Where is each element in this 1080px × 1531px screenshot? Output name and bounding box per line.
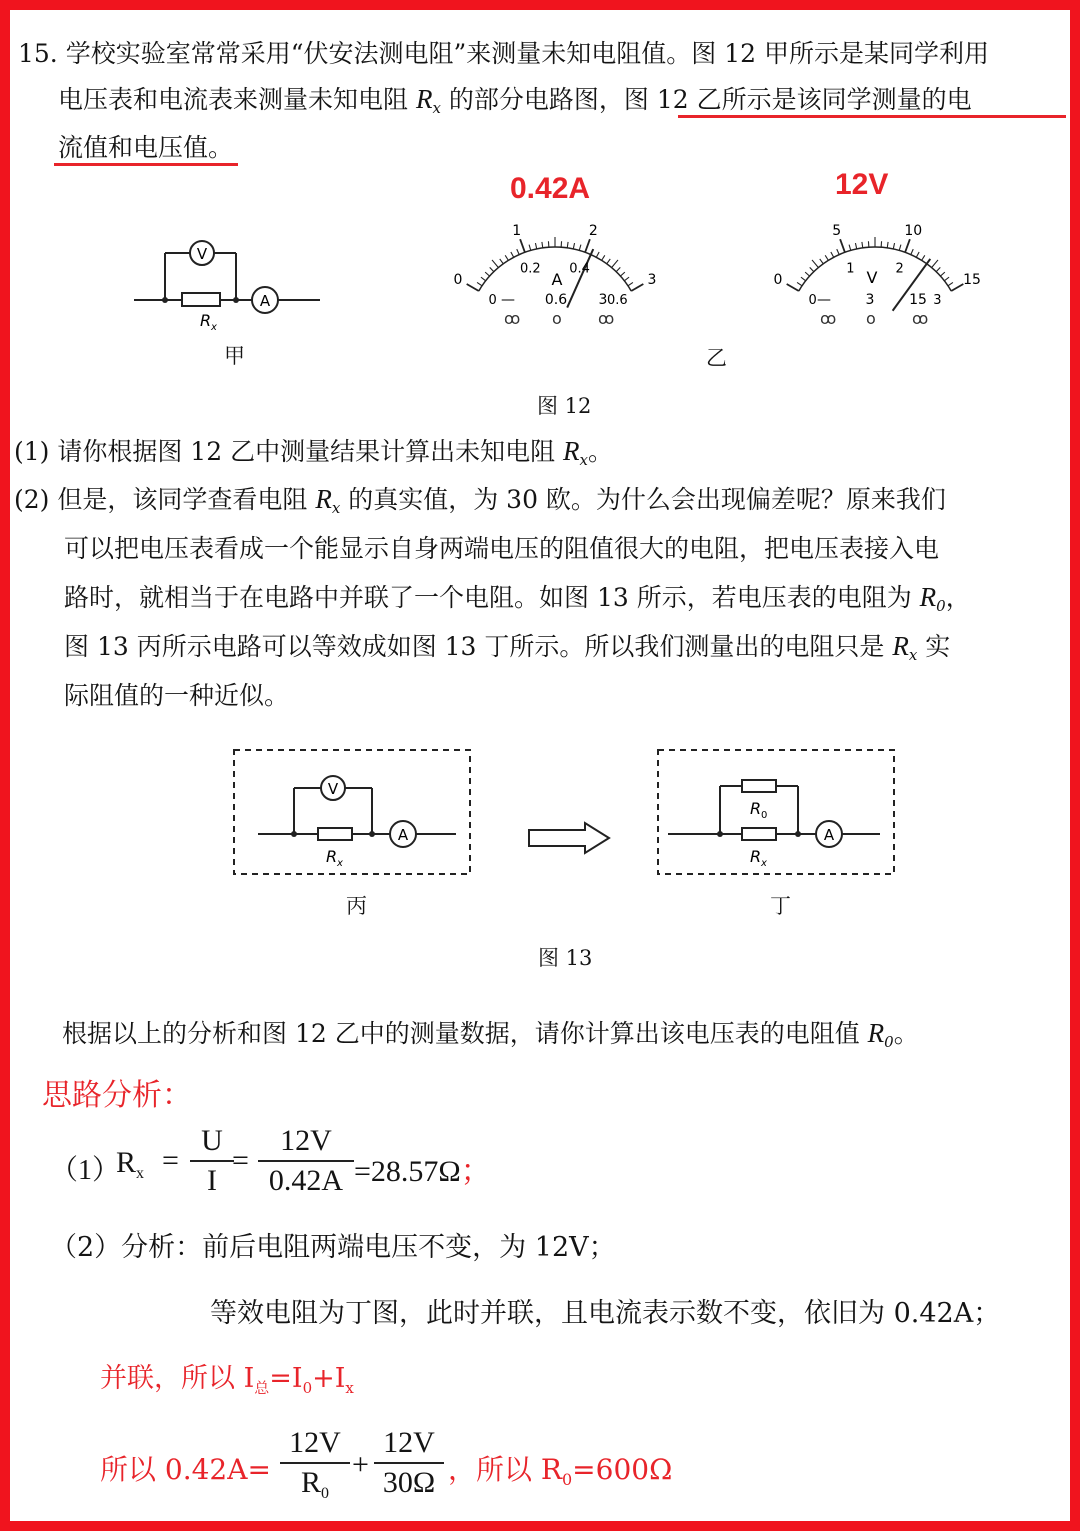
rx-subscript: x <box>331 499 341 517</box>
dial-tick <box>596 252 599 257</box>
dial-tick <box>922 255 925 260</box>
dial-tick <box>911 249 913 254</box>
dial-tick <box>535 243 536 249</box>
question-3-end: 。 <box>893 1019 919 1048</box>
s1-semicolon: ； <box>460 1155 491 1188</box>
ammeter-bottom-0: 0 <box>488 293 497 308</box>
problem-line-2 <box>58 80 972 117</box>
red-underline-2 <box>54 163 238 166</box>
ammeter-top-3: 3 <box>647 272 657 288</box>
fig12-caption: 图 12 <box>537 394 592 418</box>
dial-tick <box>849 245 851 251</box>
rx-label-sub: x <box>337 858 343 869</box>
dial-tick <box>477 282 482 285</box>
question-1-text: (1) 请你根据图 12 乙中测量结果计算出未知电阻 <box>14 437 564 466</box>
s2-f1-den <box>280 1466 350 1503</box>
voltmeter-top-0: 0 <box>773 272 783 288</box>
problem-line-1: 15. 学校实验室常常采用“伏安法测电阻”来测量未知电阻值。图 12 甲所示是某同学利用 <box>18 39 989 68</box>
dial-tick <box>825 255 828 260</box>
ammeter-top-0: 0 <box>453 272 463 288</box>
s2-line-3 <box>100 1356 354 1398</box>
rx-label: R <box>750 847 762 866</box>
rx-symbol: R <box>415 84 433 114</box>
r0-subscript: 0 <box>884 1033 894 1051</box>
voltmeter-dial <box>750 200 1000 335</box>
s2-f2-num: 12V <box>383 1426 435 1459</box>
rx-label-sub: x <box>211 322 217 333</box>
dial-tick <box>628 282 633 285</box>
q2-l1b: 的真实值，为 30 欧。为什么会出现偏差呢？原来我们 <box>340 485 946 514</box>
fig13-caption: 图 13 <box>538 946 593 970</box>
dial-tick <box>855 243 856 249</box>
r0-symbol: R <box>867 1018 885 1048</box>
dial-tick <box>567 242 568 248</box>
dial-tick <box>602 255 605 260</box>
ammeter-letter: A <box>397 826 409 844</box>
q2-l3b: ， <box>945 583 971 612</box>
voltmeter-terminal-15: 15 <box>909 292 927 308</box>
voltmeter-reading: 12V <box>835 168 889 201</box>
ammeter-dial <box>430 200 680 335</box>
dial-tick <box>899 245 901 251</box>
ammeter-letter: A <box>823 826 835 844</box>
s2-l3a: 并联，所以 I <box>100 1363 255 1394</box>
dial-tick <box>607 259 611 264</box>
ammeter-bottom-1: 0.2 <box>520 261 541 277</box>
q2-l4b: 实 <box>917 632 951 661</box>
voltmeter-bottom-1: 1 <box>846 261 855 277</box>
dial-tick <box>612 260 618 268</box>
rx-label: R <box>326 847 338 866</box>
terminal-screw-icon: ꝏ <box>912 309 929 328</box>
s2-line-2: 等效电阻为丁图，此时并联，且电流表示数不变，依旧为 0.42A； <box>210 1298 1001 1329</box>
dial-tick <box>951 284 963 291</box>
s1-fraction-u-over-i <box>190 1124 234 1198</box>
r0-label: R <box>750 799 762 818</box>
ammeter-bottom-2: 0.4 <box>569 261 590 277</box>
dial-tick <box>948 282 953 285</box>
voltmeter-top-3: 15 <box>963 272 981 288</box>
voltmeter-unit: V <box>866 268 878 287</box>
analysis-title: 思路分析： <box>42 1078 192 1113</box>
dial-tick <box>797 282 802 285</box>
problem-line-2b: 的部分电路图，图 12 乙所示是该同学测量的电 <box>440 85 972 114</box>
terminal-screw-icon: o <box>866 309 876 328</box>
dial-tick <box>517 249 519 254</box>
ammeter-top-1: 1 <box>512 222 522 239</box>
dial-tick <box>485 272 489 276</box>
problem-line-2a: 电压表和电流表来测量未知电阻 <box>58 85 416 114</box>
dial-tick <box>905 239 910 252</box>
voltmeter-terminal-neg: — <box>817 292 831 308</box>
s1-eq-1: = <box>162 1144 179 1177</box>
terminal-screw-icon: ꝏ <box>504 309 521 328</box>
dial-tick <box>801 277 806 281</box>
dial-tick <box>579 245 581 251</box>
dial-tick <box>490 267 494 271</box>
s2-fraction-1 <box>280 1426 350 1503</box>
dial-tick <box>862 242 863 248</box>
dial-tick <box>932 260 938 268</box>
q2-l1a: (2) 但是，该同学查看电阻 <box>14 485 316 514</box>
dial-tick <box>481 277 486 281</box>
terminal-screw-icon: ꝏ <box>820 309 837 328</box>
circuit-ding <box>656 748 896 878</box>
dial-tick <box>500 259 504 264</box>
red-underline-1 <box>678 115 1066 118</box>
s2-l3c: +I <box>312 1363 346 1394</box>
terminal-screw-icon: ꝏ <box>598 309 615 328</box>
dial-tick <box>820 259 824 264</box>
ammeter-terminal-06: 0.6 <box>544 292 568 308</box>
fraction-bar <box>258 1160 354 1162</box>
voltmeter-bottom-2: 2 <box>895 261 904 277</box>
dial-tick <box>616 267 620 271</box>
dial-tick <box>893 243 894 249</box>
dial-tick <box>505 255 508 260</box>
dial-tick <box>944 277 949 281</box>
question-3-text: 根据以上的分析和图 12 乙中的测量数据，请你计算出该电压表的电阻值 <box>62 1019 868 1048</box>
s2-line-4-result <box>448 1448 672 1489</box>
s2-plus: + <box>352 1448 369 1481</box>
dial-tick <box>520 239 525 252</box>
dial-tick <box>831 252 834 257</box>
dial-tick <box>467 284 479 291</box>
question-2-line-1 <box>14 480 946 517</box>
s2-l3b: =I <box>269 1363 303 1394</box>
question-2-line-4 <box>64 627 950 664</box>
dial-tick <box>837 249 839 254</box>
dial-tick <box>542 242 543 248</box>
ammeter-top-2: 2 <box>588 222 598 239</box>
s2-l4a: 所以 0.42A= <box>100 1453 271 1486</box>
q2-l3a: 路时，就相当于在电路中并联了一个电阻。如图 13 所示，若电压表的电阻为 <box>64 583 920 612</box>
dial-tick <box>810 267 814 271</box>
rx-symbol: R <box>892 631 909 661</box>
dashed-box-bing <box>234 750 470 874</box>
dial-tick <box>916 252 919 257</box>
dial-tick <box>936 267 940 271</box>
voltmeter-top-2: 10 <box>904 222 923 239</box>
dial-tick <box>529 245 531 251</box>
r0-symbol: R <box>919 582 937 612</box>
label-ding: 丁 <box>770 894 791 918</box>
question-2-line-2: 可以把电压表看成一个能显示自身两端电压的阻值很大的电阻，把电压表接入电 <box>64 534 940 563</box>
dial-tick <box>805 272 809 276</box>
rx-symbol: R <box>315 484 332 514</box>
ammeter-unit: A <box>551 270 563 289</box>
q2-l4a: 图 13 丙所示电路可以等效成如图 13 丁所示。所以我们测量出的电阻只是 <box>64 632 893 661</box>
problem-line-3: 流值和电压值。 <box>58 133 234 162</box>
s1-rx <box>116 1146 144 1183</box>
voltmeter-bottom-3: 3 <box>933 293 942 308</box>
question-3 <box>62 1014 919 1051</box>
question-2-line-5: 际阻值的一种近似。 <box>64 681 290 710</box>
rx-label-sub: x <box>761 858 767 869</box>
resistor-rx-shape <box>318 828 352 840</box>
rx-subscript: x <box>908 646 918 664</box>
circuit-bing <box>232 748 472 878</box>
s2-l3-sub2: 0 <box>302 1379 313 1397</box>
voltmeter-terminal-3: 3 <box>865 292 875 308</box>
s1-fraction-values <box>258 1124 354 1198</box>
dashed-box-ding <box>658 750 894 874</box>
question-1-end: 。 <box>587 437 613 466</box>
s1-rx-sub: x <box>136 1165 145 1182</box>
dial-tick <box>620 272 624 276</box>
s2-fraction-2 <box>374 1426 444 1500</box>
ammeter-letter: A <box>259 292 271 310</box>
dial-tick <box>940 272 944 276</box>
s1-frac2-den: 0.42A <box>268 1164 344 1197</box>
s2-l4-sub: 0 <box>561 1470 573 1489</box>
s2-f1-num: 12V <box>289 1426 341 1459</box>
equivalence-arrow-icon <box>525 820 615 856</box>
dial-tick <box>624 277 629 281</box>
rx-label: R <box>200 311 212 330</box>
voltmeter-bottom-0: 0 <box>808 293 817 308</box>
fraction-bar <box>280 1462 350 1464</box>
circuit-jia <box>120 225 330 335</box>
dial-tick <box>511 252 514 257</box>
voltmeter-letter: V <box>327 780 339 798</box>
resistor-r0-shape <box>742 780 776 792</box>
label-bing: 丙 <box>346 894 367 918</box>
resistor-rx-shape <box>742 828 776 840</box>
dial-tick <box>585 239 590 252</box>
terminal-screw-icon: o <box>552 309 562 328</box>
dial-tick <box>840 239 845 252</box>
fraction-bar <box>374 1462 444 1464</box>
s2-l3-sub3: x <box>345 1379 354 1397</box>
label-yi: 乙 <box>706 346 727 370</box>
rx-subscript: x <box>432 99 441 117</box>
voltmeter-top-1: 5 <box>832 222 842 239</box>
ammeter-terminal-neg: — <box>501 292 515 308</box>
s2-l4b: ，所以 R <box>448 1453 562 1486</box>
node-right <box>233 297 239 303</box>
r0-label-sub: 0 <box>761 810 768 821</box>
s2-f1-den-symbol: R <box>300 1466 321 1499</box>
s2-f1-den-sub: 0 <box>321 1485 329 1502</box>
question-1 <box>14 432 613 469</box>
s1-eq-2: = <box>232 1144 249 1177</box>
voltmeter-letter: V <box>196 245 208 263</box>
s2-line-1: （2）分析：前后电阻两端电压不变，为 12V； <box>50 1232 616 1263</box>
question-2-line-3 <box>64 578 971 615</box>
dial-tick <box>887 242 888 248</box>
node-left <box>162 297 168 303</box>
dial-tick <box>631 284 643 291</box>
ammeter-needle <box>567 249 593 307</box>
s1-frac1-num: U <box>201 1124 223 1157</box>
dial-tick <box>492 260 498 268</box>
ammeter-bottom-3: 0.6 <box>607 293 628 308</box>
s1-frac1-den: I <box>207 1164 217 1197</box>
ammeter-terminal-3: 3 <box>598 292 608 308</box>
label-jia: 甲 <box>224 344 245 368</box>
dial-tick <box>812 260 818 268</box>
r0-subscript: 0 <box>936 597 946 615</box>
ammeter-reading: 0.42A <box>510 172 591 205</box>
s2-l4c: =600Ω <box>572 1453 673 1486</box>
s1-result <box>354 1146 491 1190</box>
s1-rx-symbol: R <box>116 1146 137 1179</box>
s2-l3-sub: 总 <box>254 1379 270 1397</box>
s1-label: （1） <box>50 1155 121 1186</box>
fraction-bar <box>190 1160 234 1162</box>
s1-frac2-num: 12V <box>280 1124 332 1157</box>
s1-result-value: =28.57Ω <box>354 1155 461 1188</box>
dial-tick <box>787 284 799 291</box>
dial-tick <box>573 243 574 249</box>
s2-f2-den: 30Ω <box>382 1466 436 1499</box>
resistor-rx-shape <box>182 293 220 306</box>
rx-subscript: x <box>579 451 588 469</box>
rx-symbol: R <box>563 436 580 466</box>
